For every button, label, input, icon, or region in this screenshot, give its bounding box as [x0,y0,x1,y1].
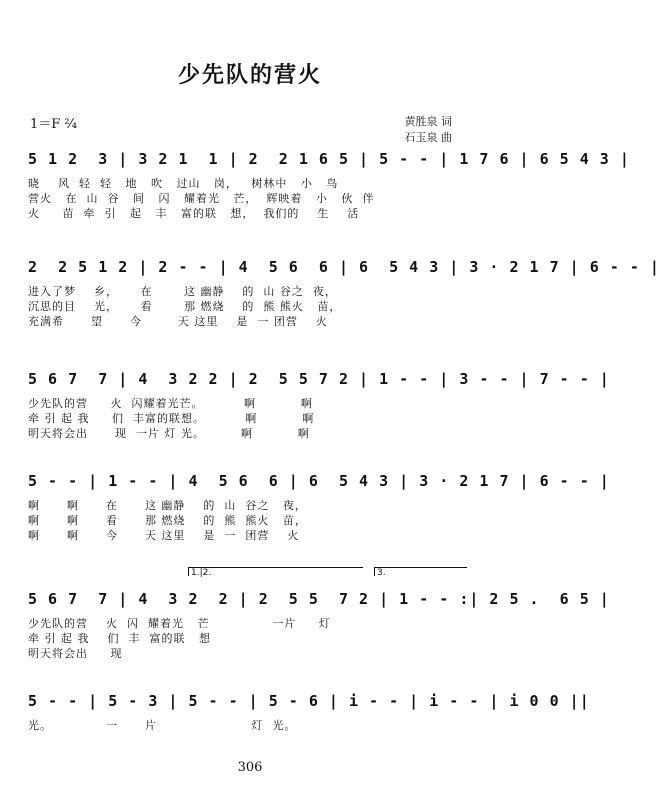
lyric-verse-3: 充满希 望 今 天 这里 是 一 团营 火 [28,315,328,328]
notation-line: 5 6 7 7 | 4 3 2 2 | 2 5 5 7 2 | 1 - - | 3 - - | 7 - - | [28,370,610,388]
lyric-verse-2: 牵 引 起 我 们 丰富的联想。 啊 啊 [28,412,315,425]
lyric-verse-2: 啊 啊 看 那 燃烧 的 熊 熊火 苗， [28,514,307,527]
song-title: 少先队的营火 [177,62,322,88]
staff-system-4 [28,470,610,543]
staff-system-6 [28,690,590,733]
lyric-verse-1: 晓 风 轻 轻 地 吹 过山 岗， 树林中 小 鸟 [28,177,339,190]
composer-credit: 石玉泉 曲 [404,131,452,144]
lyric-verse-1: 啊 啊 在 这 幽静 的 山 谷之 夜， [28,499,307,512]
notation-line: 5 - - | 1 - - | 4 5 6 6 | 6 5 4 3 | 3 · 2 1 7 | 6 - - | [28,472,610,490]
lyric-verse-1: 光。 一 片 灯 光。 [28,719,297,732]
lyrics-block [28,396,472,441]
lyric-verse-3: 明天将会出 现 [28,647,123,660]
key-signature: 1＝F ²⁄₄ [30,117,78,132]
lyrics-block [28,284,472,329]
lyric-verse-3: 明天将会出 现 一片 灯 光。 啊 啊 [28,427,310,440]
volta-bracket-first: 1.|2. [188,567,363,576]
lyrics-block [28,718,472,733]
lyric-verse-2: 营火 在 山 谷 间 闪 耀着光 芒， 辉映着 小 伙 伴 [28,192,375,205]
staff-system-2 [28,256,660,329]
lyricist-credit: 黄胜泉 词 [404,115,452,128]
lyric-verse-1: 进入了梦 乡， 在 这 幽静 的 山 谷之 夜， [28,285,337,298]
staff-system-3 [28,368,610,441]
lyric-verse-3: 火 苗 牵 引 起 丰 富的联 想， 我们的 生 活 [28,207,360,220]
lyric-verse-2: 沉思的目 光， 看 那 燃烧 的 熊 熊火 苗， [28,300,342,313]
lyrics-block [28,176,472,221]
staff-system-1 [28,148,630,221]
notation-line: 5 - - | 5 - 3 | 5 - - | 5 - 6 | i - - | i - - | i 0 0 || [28,692,590,710]
volta-bracket-third: 3. [374,567,467,576]
lyric-verse-3: 啊 啊 今 天 这里 是 一 团营 火 [28,529,300,542]
lyric-verse-1: 少先队的营 火 闪 耀着光 芒 一片 灯 [28,617,331,630]
lyrics-block [28,616,472,661]
notation-line: 5 1 2 3 | 3 2 1 1 | 2 2 1 6 5 | 5 - - | 1 7 6 | 6 5 4 3 | [28,150,630,168]
notation-line: 5 6 7 7 | 4 3 2 2 | 2 5 5 7 2 | 1 - - :| 2 5 . 6 5 | [28,590,610,608]
page-number: 306 [237,760,263,775]
notation-line: 2 2 5 1 2 | 2 - - | 4 5 6 6 | 6 5 4 3 | 3 · 2 1 7 | 6 - - | [28,258,660,276]
lyric-verse-2: 牵 引 起 我 们 丰 富的联 想 [28,632,211,645]
lyrics-block [28,498,472,543]
staff-system-5 [28,588,610,661]
lyric-verse-1: 少先队的营 火 闪耀着光芒。 啊 啊 [28,397,313,410]
